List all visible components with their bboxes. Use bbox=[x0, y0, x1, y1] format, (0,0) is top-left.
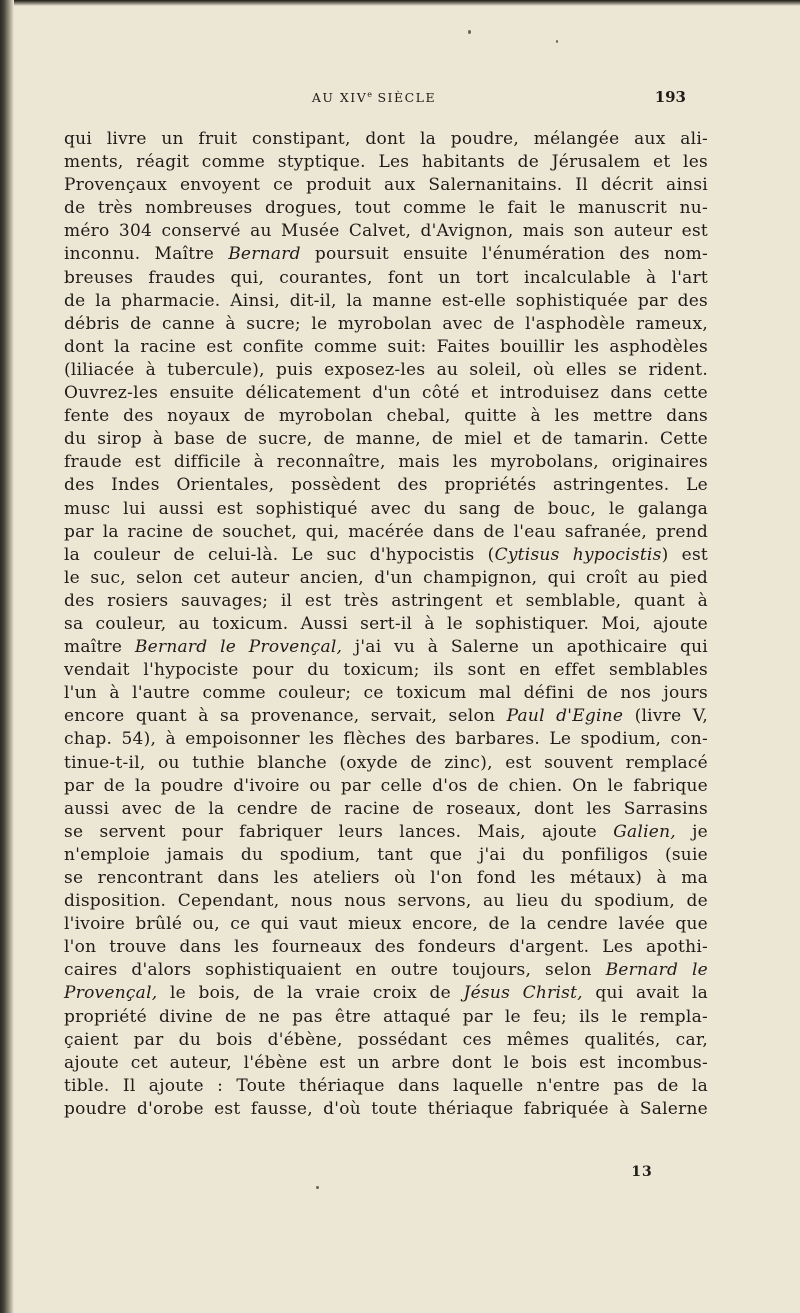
text-line: l'un à l'autre comme couleur; ce toxicum mal défini de nos jours bbox=[64, 683, 708, 704]
text-line: par la racine de souchet, qui, macérée dans de l'eau safranée, prend bbox=[64, 521, 708, 542]
text-line: se servent pour fabriquer leurs lances. Mais, ajoute Galien, je bbox=[64, 821, 708, 842]
running-title: AU XIVe SIÈCLE bbox=[311, 90, 437, 106]
text-line: débris de canne à sucre; le myrobolan avec de l'asphodèle rameux, bbox=[64, 313, 708, 334]
paper-speck bbox=[468, 30, 471, 34]
text-line: poudre d'orobe est fausse, d'où toute thériaque fabriquée à Salerne bbox=[64, 1098, 708, 1119]
page-binding-shadow bbox=[0, 0, 14, 1313]
text-line: tible. Il ajoute : Toute thériaque dans laquelle n'entre pas de la bbox=[64, 1075, 708, 1096]
text-line: tinue-t-il, ou tuthie blanche (oxyde de zinc), est souvent remplacé bbox=[64, 752, 708, 773]
italic-name: Bernard le Provençal, bbox=[134, 637, 343, 658]
text-line: (liliacée à tubercule), puis exposez-les au soleil, où elles se rident. bbox=[64, 359, 708, 380]
text-line: Provençal, le bois, de la vraie croix de Jésus Christ, qui avait la bbox=[64, 983, 708, 1004]
text-line: fraude est difficile à reconnaître, mais les myrobolans, originaires bbox=[64, 452, 708, 473]
text-line: se rencontrant dans les ateliers où l'on fond les métaux) à ma bbox=[64, 868, 708, 888]
text-line: chap. 54), à empoisonner les flèches des barbares. Le spodium, con- bbox=[64, 729, 708, 750]
text-line: la couleur de celui-là. Le suc d'hypocistis (Cytisus hypocistis) est bbox=[64, 544, 708, 565]
italic-name: Bernard bbox=[228, 244, 301, 265]
page-header bbox=[64, 88, 684, 108]
text-line: n'emploie jamais du spodium, tant que j'ai du ponfiligos (suie bbox=[64, 844, 708, 865]
italic-name: Cytisus hypocistis bbox=[494, 544, 662, 565]
text-line: qui livre un fruit constipant, dont la poudre, mélangée aux ali- bbox=[64, 129, 708, 149]
text-line: inconnu. Maître Bernard poursuit ensuite l'énumération des nom- bbox=[64, 244, 709, 265]
text-line: propriété divine de ne pas être attaqué par le feu; ils le rempla- bbox=[64, 1006, 708, 1027]
text-line: maître Bernard le Provençal, j'ai vu à Salerne un apothicaire qui bbox=[64, 637, 708, 658]
text-line: vendait l'hypociste pour du toxicum; ils sont en effet semblables bbox=[64, 660, 708, 681]
italic-name: Galien, bbox=[613, 821, 676, 842]
text-line: çaient par du bois d'ébène, possédant ces mêmes qualités, car, bbox=[64, 1029, 708, 1050]
italic-name: Bernard le bbox=[605, 960, 708, 981]
text-line: encore quant à sa provenance, servait, selon Paul d'Egine (livre V, bbox=[64, 706, 708, 727]
text-line: des Indes Orientales, possèdent des propriétés astringentes. Le bbox=[64, 475, 708, 496]
text-line: musc lui aussi est sophistiqué avec du sang de bouc, le galanga bbox=[64, 498, 708, 519]
text-line: méro 304 conservé au Musée Calvet, d'Avignon, mais son auteur est bbox=[64, 221, 708, 242]
text-line: Ouvrez-les ensuite délicatement d'un côté et introduisez dans cette bbox=[64, 383, 708, 404]
page-top-edge bbox=[0, 0, 800, 6]
signature-mark: 13 bbox=[631, 1164, 653, 1180]
text-line: du sirop à base de sucre, de manne, de miel et de tamarin. Cette bbox=[64, 429, 708, 450]
italic-name: Provençal, bbox=[64, 983, 158, 1004]
text-line: ments, réagit comme styptique. Les habitants de Jérusalem et les bbox=[64, 152, 708, 173]
italic-name: Jésus Christ, bbox=[463, 983, 583, 1004]
text-line: l'ivoire brûlé ou, ce qui vaut mieux encore, de la cendre lavée que bbox=[64, 914, 708, 935]
text-line: aussi avec de la cendre de racine de roseaux, dont les Sarrasins bbox=[64, 798, 708, 819]
paper-speck bbox=[316, 1186, 319, 1189]
paper-speck bbox=[556, 40, 558, 43]
text-line: l'on trouve dans les fourneaux des fondeurs d'argent. Les apothi- bbox=[64, 937, 708, 958]
text-line: disposition. Cependant, nous nous servons, au lieu du spodium, de bbox=[64, 891, 708, 912]
text-line: de la pharmacie. Ainsi, dit-il, la manne est-elle sophistiquée par des bbox=[64, 290, 708, 311]
text-line: par de la poudre d'ivoire ou par celle d'os de chien. On le fabrique bbox=[64, 775, 708, 796]
text-line: de très nombreuses drogues, tout comme le fait le manuscrit nu- bbox=[64, 198, 708, 219]
body-text bbox=[64, 128, 708, 1121]
italic-name: Paul d'Egine bbox=[506, 706, 624, 727]
text-line: ajoute cet auteur, l'ébène est un arbre dont le bois est incombus- bbox=[64, 1052, 708, 1073]
text-line: Provençaux envoyent ce produit aux Salernanitains. Il décrit ainsi bbox=[64, 175, 708, 196]
text-line: dont la racine est confite comme suit: Faites bouillir les asphodèles bbox=[64, 336, 708, 357]
text-line: le suc, selon cet auteur ancien, d'un champignon, qui croît au pied bbox=[64, 567, 708, 588]
text-line: breuses fraudes qui, courantes, font un tort incalculable à l'art bbox=[64, 267, 708, 288]
text-line: sa couleur, au toxicum. Aussi sert-il à le sophistiquer. Moi, ajoute bbox=[64, 613, 708, 634]
text-line: des rosiers sauvages; il est très astringent et semblable, quant à bbox=[64, 590, 708, 611]
text-line: fente des noyaux de myrobolan chebal, quitte à les mettre dans bbox=[64, 406, 708, 427]
text-line: caires d'alors sophistiquaient en outre toujours, selon Bernard le bbox=[64, 960, 708, 981]
page-number: 193 bbox=[654, 88, 686, 106]
